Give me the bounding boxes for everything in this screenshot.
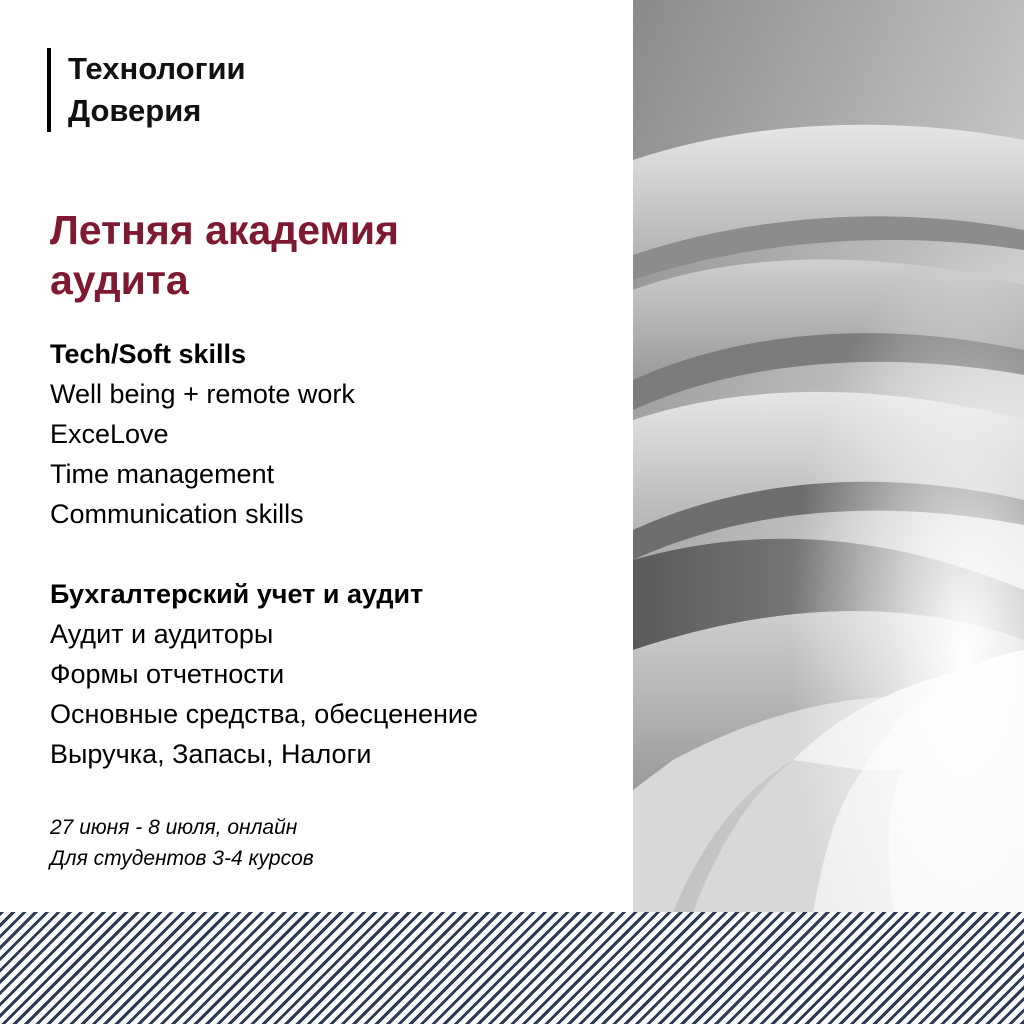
brand-logo <box>47 48 246 132</box>
event-details <box>50 812 314 874</box>
page-title-line-1: Летняя академия <box>50 207 399 253</box>
section-accounting-audit <box>50 574 478 774</box>
logo-line-1: Технологии <box>68 51 246 86</box>
list-item: Communication skills <box>50 499 304 529</box>
section-soft-skills <box>50 334 355 534</box>
page-title-line-2: аудита <box>50 257 189 303</box>
logo-line-2: Доверия <box>68 93 202 128</box>
list-item: ExceLove <box>50 419 169 449</box>
list-item: Аудит и аудиторы <box>50 619 274 649</box>
abstract-swirl-image <box>633 0 1024 912</box>
page-title <box>50 205 399 305</box>
section-title: Бухгалтерский учет и аудит <box>50 579 424 609</box>
section-title: Tech/Soft skills <box>50 339 247 369</box>
list-item: Основные средства, обесценение <box>50 699 479 729</box>
list-item: Формы отчетности <box>50 659 285 689</box>
striped-footer-band <box>0 912 1024 1024</box>
event-dates: 27 июня - 8 июля, онлайн <box>50 816 298 839</box>
list-item: Well being + remote work <box>50 379 355 409</box>
event-audience: Для студентов 3-4 курсов <box>50 847 314 870</box>
list-item: Выручка, Запасы, Налоги <box>50 739 372 769</box>
abstract-architecture-photo <box>633 0 1024 912</box>
list-item: Time management <box>50 459 275 489</box>
